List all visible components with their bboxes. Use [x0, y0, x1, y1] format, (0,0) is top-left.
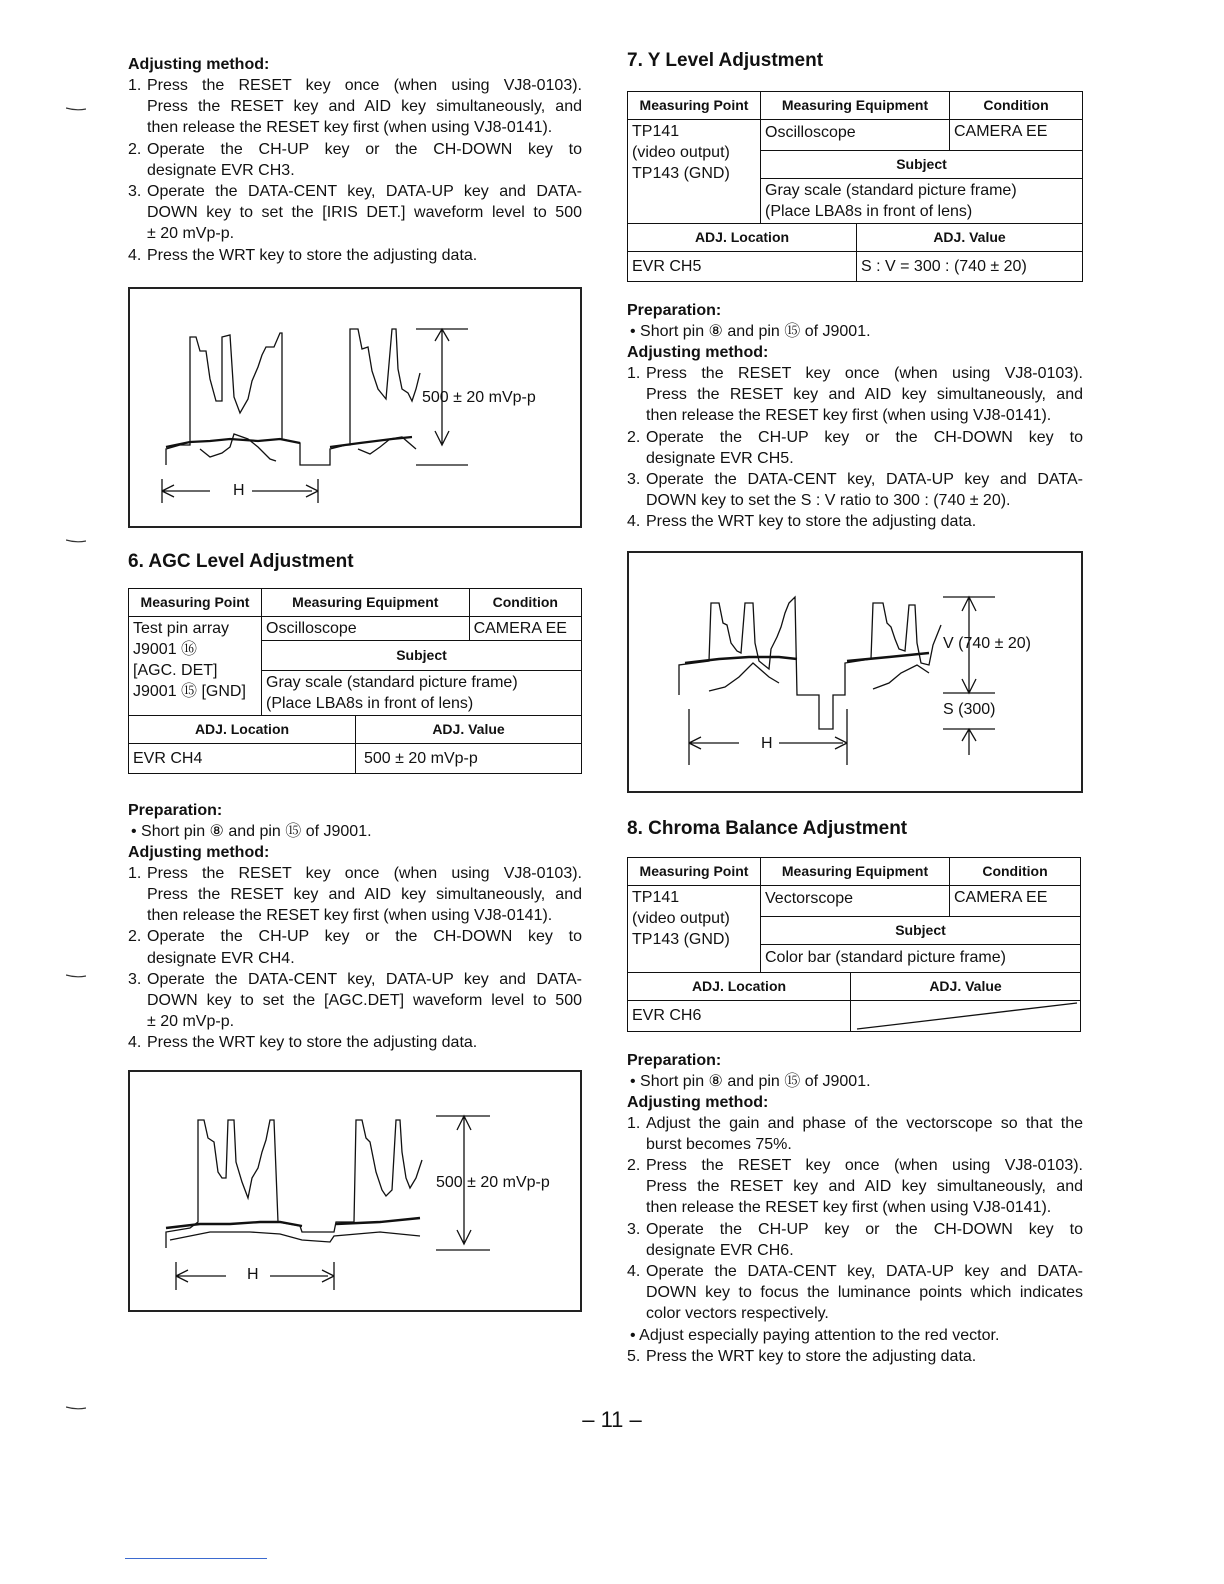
- step-text: Press the RESET key once (when using VJ8-0103).: [646, 365, 1083, 382]
- h-label: H: [233, 481, 245, 499]
- steps-chroma: [627, 1113, 1083, 1325]
- equipment-cell: Vectorscope: [761, 885, 950, 916]
- step-line: [147, 884, 582, 905]
- step-line-first: [128, 1032, 582, 1053]
- point-line: TP143 (GND): [632, 165, 730, 182]
- step-line-first: [627, 363, 1083, 384]
- step-text: then release the RESET key first (when using VJ8-0141).: [147, 119, 553, 137]
- steps-chroma-final: [627, 1346, 1083, 1367]
- step-text: Operate the CH-UP key or the CH-DOWN key to: [147, 928, 582, 946]
- preparation-text: • Short pin ⑧ and pin ⑮ of J9001.: [630, 1072, 871, 1090]
- step-text: Adjust the gain and phase of the vectorscope so that the: [646, 1114, 1083, 1132]
- point-line: J9001 ⑮ [GND]: [133, 682, 246, 700]
- step-line: [646, 490, 1083, 511]
- step-item: [627, 1346, 1083, 1367]
- step-line: [646, 448, 1083, 469]
- step-line-first: [627, 1219, 1083, 1240]
- point-line: (video output): [632, 909, 730, 927]
- step-text: Press the RESET key and AID key simultaneously, and: [147, 886, 582, 904]
- waveform-graphic: [629, 553, 1085, 795]
- measuring-point-cell: [129, 616, 262, 715]
- agc-adj-table: [128, 716, 582, 774]
- step-text: Press the WRT key to store the adjusting data.: [646, 513, 977, 531]
- preparation-heading: Preparation:: [627, 302, 722, 319]
- step-text: Operate the DATA-CENT key, DATA-UP key and DATA-: [147, 970, 582, 988]
- step-line: [646, 1303, 1083, 1324]
- point-line: (video output): [632, 144, 730, 161]
- preparation-text: • Short pin ⑧ and pin ⑮ of J9001.: [131, 822, 372, 840]
- step-item: [627, 363, 1083, 427]
- adj-location-cell: EVR CH6: [628, 1000, 851, 1031]
- step-text: Operate the CH-UP key or the CH-DOWN key to: [147, 140, 582, 158]
- step-text: designate EVR CH3.: [147, 161, 295, 179]
- step-number: 2.: [128, 928, 142, 946]
- step-line: [147, 160, 582, 181]
- s-level-label: S (300): [943, 700, 996, 718]
- step-line: [646, 1134, 1083, 1155]
- step-text: Operate the CH-UP key or the CH-DOWN key to: [646, 428, 1083, 446]
- step-item: [128, 969, 582, 1033]
- step-line: [646, 1282, 1083, 1303]
- step-item: [627, 469, 1083, 511]
- h-label: H: [761, 734, 773, 752]
- y-spec-table: [627, 91, 1083, 224]
- point-line: TP143 (GND): [632, 930, 730, 948]
- step-line: [147, 990, 582, 1011]
- step-line-first: [128, 75, 582, 96]
- step-line-first: [128, 926, 582, 947]
- y-section-title: 7. Y Level Adjustment: [627, 50, 824, 71]
- step-text: Press the WRT key to store the adjusting data.: [147, 246, 478, 264]
- adj-value-cell: [851, 1000, 1081, 1031]
- step-text: Operate the DATA-CENT key, DATA-UP key and DATA-: [147, 183, 582, 201]
- step-number: 4.: [627, 513, 641, 531]
- step-text: Press the RESET key once (when using VJ8-0103).: [646, 1157, 1083, 1175]
- th-measuring-equipment: Measuring Equipment: [761, 92, 950, 120]
- step-text: Press the WRT key to store the adjusting data.: [646, 1347, 977, 1365]
- condition-cell: CAMERA EE: [469, 616, 581, 640]
- step-number: 4.: [627, 1263, 641, 1281]
- step-text: then release the RESET key first (when using VJ8-0141).: [147, 907, 553, 925]
- subject-label: Subject: [262, 640, 582, 670]
- subject-label: Subject: [761, 916, 1081, 944]
- margin-mark: [66, 98, 86, 100]
- step-item: [128, 863, 582, 927]
- subject-line: (Place LBA8s in front of lens): [765, 203, 973, 220]
- steps-agc: [128, 863, 582, 1054]
- step-number: 1.: [128, 77, 142, 94]
- waveform-level-label: 500 ± 20 mVp-p: [422, 388, 536, 406]
- step-line: [147, 223, 582, 244]
- step-line-first: [627, 469, 1083, 490]
- adjusting-heading: Adjusting method:: [627, 344, 769, 361]
- step-number: 3.: [627, 471, 641, 489]
- condition-cell: CAMERA EE: [950, 120, 1083, 151]
- equipment-cell: Oscilloscope: [761, 120, 950, 151]
- step-item: [627, 1155, 1083, 1219]
- left-column: [128, 46, 582, 1312]
- subject-cell: [761, 179, 1083, 224]
- step-item: [627, 1261, 1083, 1325]
- note-text: • Adjust especially paying attention to the red vector.: [630, 1326, 1000, 1344]
- step-text: Press the RESET key once (when using VJ8-0103).: [147, 77, 582, 94]
- subject-label: Subject: [761, 151, 1083, 179]
- margin-mark: [66, 530, 86, 532]
- margin-mark: [66, 1397, 86, 1399]
- chroma-adj-table: [627, 973, 1081, 1032]
- step-text: Press the RESET key and AID key simultaneously, and: [646, 1178, 1083, 1196]
- step-text: Operate the CH-UP key or the CH-DOWN key to: [646, 1220, 1083, 1238]
- agc-section-title: 6. AGC Level Adjustment: [128, 550, 354, 572]
- measuring-point-cell: [628, 885, 761, 972]
- chroma-section-title: 8. Chroma Balance Adjustment: [627, 817, 908, 839]
- step-line-first: [627, 427, 1083, 448]
- step-text: Press the RESET key once (when using VJ8-0103).: [147, 864, 582, 882]
- step-text: designate EVR CH5.: [646, 449, 794, 467]
- step-line: [646, 1176, 1083, 1197]
- th-measuring-point: Measuring Point: [129, 588, 262, 616]
- subject-cell: [262, 670, 582, 715]
- h-label: H: [247, 1265, 259, 1283]
- step-number: 2.: [128, 140, 142, 158]
- step-item: [627, 1113, 1083, 1155]
- adj-value-cell: 500 ± 20 mVp-p: [356, 743, 582, 773]
- th-condition: Condition: [950, 92, 1083, 120]
- step-text: ± 20 mVp-p.: [147, 1013, 235, 1031]
- adj-location-cell: EVR CH4: [129, 743, 356, 773]
- step-number: 4.: [128, 246, 142, 264]
- not-applicable-slash: [851, 1001, 1079, 1031]
- step-item: [128, 245, 582, 266]
- step-line: [147, 948, 582, 969]
- subject-line: Color bar (standard picture frame): [765, 948, 1006, 966]
- subject-line: (Place LBA8s in front of lens): [266, 694, 474, 712]
- adjusting-heading: Adjusting method:: [128, 843, 270, 861]
- step-number: 3.: [128, 183, 142, 201]
- th-adj-value: ADJ. Value: [851, 973, 1081, 1001]
- adjusting-heading: Adjusting method:: [627, 1093, 769, 1111]
- step-item: [128, 1032, 582, 1053]
- step-text: ± 20 mVp-p.: [147, 225, 235, 243]
- step-line: [646, 405, 1083, 426]
- point-line: [AGC. DET]: [133, 661, 218, 679]
- step-item: [128, 75, 582, 139]
- step-number: 1.: [627, 1114, 641, 1132]
- step-line-first: [128, 245, 582, 266]
- equipment-cell: Oscilloscope: [262, 616, 470, 640]
- step-text: DOWN key to set the [AGC.DET] waveform level to 500: [147, 992, 582, 1010]
- th-condition: Condition: [950, 857, 1081, 885]
- v-level-label: V (740 ± 20): [943, 634, 1031, 652]
- step-text: then release the RESET key first (when using VJ8-0141).: [646, 1199, 1052, 1217]
- step-item: [128, 139, 582, 181]
- agc-waveform-figure: [128, 1070, 582, 1312]
- step-text: Press the RESET key and AID key simultaneously, and: [147, 98, 582, 116]
- step-text: DOWN key to set the S : V ratio to 300 : (740 ± 20).: [646, 492, 1011, 510]
- right-column: [627, 46, 1083, 1367]
- step-item: [627, 1219, 1083, 1261]
- th-measuring-equipment: Measuring Equipment: [761, 857, 950, 885]
- step-text: color vectors respectively.: [646, 1305, 829, 1323]
- adjusting-heading: Adjusting method:: [128, 56, 270, 73]
- iris-waveform-figure: [128, 287, 582, 528]
- step-line-first: [627, 511, 1083, 532]
- th-adj-value: ADJ. Value: [356, 716, 582, 744]
- step-text: Operate the DATA-CENT key, DATA-UP key and DATA-: [646, 471, 1083, 489]
- point-line: J9001 ⑯: [133, 640, 198, 658]
- step-text: DOWN key to focus the luminance points which indicates: [646, 1284, 1083, 1302]
- step-line-first: [627, 1346, 1083, 1367]
- step-line: [147, 1011, 582, 1032]
- th-adj-value: ADJ. Value: [857, 224, 1083, 252]
- step-number: 1.: [128, 864, 142, 882]
- margin-mark: [66, 965, 86, 967]
- step-text: then release the RESET key first (when using VJ8-0141).: [646, 407, 1052, 425]
- step-number: 4.: [128, 1034, 142, 1052]
- step-number: 2.: [627, 1157, 641, 1175]
- th-measuring-point: Measuring Point: [628, 857, 761, 885]
- measuring-point-cell: [628, 120, 761, 224]
- step-line: [646, 384, 1083, 405]
- step-text: designate EVR CH6.: [646, 1241, 794, 1259]
- th-measuring-equipment: Measuring Equipment: [262, 588, 470, 616]
- step-line: [646, 1197, 1083, 1218]
- step-number: 5.: [627, 1347, 641, 1365]
- step-item: [128, 926, 582, 968]
- th-adj-location: ADJ. Location: [129, 716, 356, 744]
- adj-location-cell: EVR CH5: [628, 252, 857, 282]
- footer-rule: [125, 1558, 267, 1559]
- th-condition: Condition: [469, 588, 581, 616]
- step-text: Operate the DATA-CENT key, DATA-UP key and DATA-: [646, 1263, 1083, 1281]
- th-adj-location: ADJ. Location: [628, 973, 851, 1001]
- th-adj-location: ADJ. Location: [628, 224, 857, 252]
- step-text: Press the RESET key and AID key simultaneously, and: [646, 386, 1083, 404]
- step-line: [646, 1240, 1083, 1261]
- y-adj-table: [627, 224, 1083, 282]
- page-number: – 11 –: [582, 1407, 642, 1432]
- step-line-first: [128, 139, 582, 160]
- step-number: 2.: [627, 428, 641, 446]
- step-item: [627, 427, 1083, 469]
- agc-spec-table: [128, 588, 582, 716]
- step-line-first: [627, 1261, 1083, 1282]
- subject-cell: [761, 944, 1081, 972]
- preparation-heading: Preparation:: [627, 1051, 722, 1069]
- step-item: [128, 181, 582, 245]
- step-text: Press the WRT key to store the adjusting data.: [147, 1034, 478, 1052]
- step-line-first: [128, 969, 582, 990]
- adj-value-cell: S : V = 300 : (740 ± 20): [857, 252, 1083, 282]
- step-number: 3.: [627, 1220, 641, 1238]
- y-waveform-figure: [627, 551, 1083, 793]
- preparation-text: • Short pin ⑧ and pin ⑮ of J9001.: [630, 323, 871, 340]
- condition-cell: CAMERA EE: [950, 885, 1081, 916]
- waveform-graphic: [130, 289, 584, 530]
- step-text: DOWN key to set the [IRIS DET.] waveform level to 500: [147, 204, 582, 222]
- step-line: [147, 96, 582, 117]
- waveform-graphic: [130, 1072, 584, 1314]
- step-number: 1.: [627, 365, 641, 382]
- step-line: [147, 117, 582, 138]
- chroma-spec-table: [627, 857, 1081, 973]
- step-line-first: [627, 1113, 1083, 1134]
- step-text: burst becomes 75%.: [646, 1135, 792, 1153]
- point-line: Test pin array: [133, 619, 230, 637]
- subject-line: Gray scale (standard picture frame): [765, 182, 1017, 199]
- step-line: [147, 905, 582, 926]
- steps-iris: [128, 75, 582, 266]
- step-number: 3.: [128, 970, 142, 988]
- point-line: TP141: [632, 123, 680, 140]
- steps-y: [627, 363, 1083, 533]
- step-item: [627, 511, 1083, 532]
- step-line: [147, 202, 582, 223]
- step-line-first: [627, 1155, 1083, 1176]
- waveform-level-label: 500 ± 20 mVp-p: [436, 1173, 550, 1191]
- preparation-heading: Preparation:: [128, 801, 223, 819]
- subject-line: Gray scale (standard picture frame): [266, 673, 518, 691]
- step-line-first: [128, 863, 582, 884]
- th-measuring-point: Measuring Point: [628, 92, 761, 120]
- step-text: designate EVR CH4.: [147, 949, 295, 967]
- point-line: TP141: [632, 888, 680, 906]
- step-line-first: [128, 181, 582, 202]
